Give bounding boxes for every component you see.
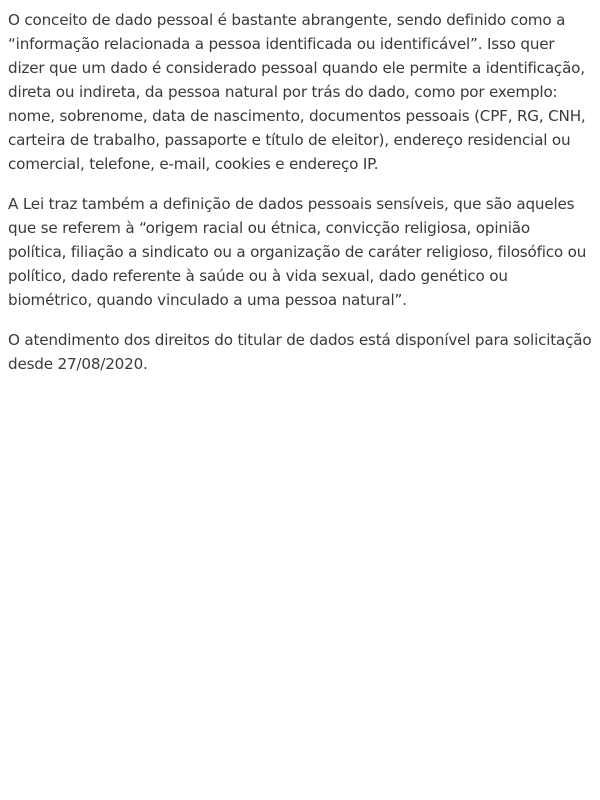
paragraph-personal-data-definition: O conceito de dado pessoal é bastante abrangente, sendo definido como a “informação relacionada a pessoa identificada ou identificável”. Isso quer dizer que um dado é considerado pessoal quando ele permite a identificação, direta ou indireta, da pessoa natural por trás do dado, como por exemplo: nome, sobrenome, data de nascimento, documentos pessoais (CPF, RG, CNH, carteira de trabalho, passaporte e título de eleitor), endereço residencial ou comercial, telefone, e-mail, cookies e endereço IP. (8, 11, 586, 173)
paragraph-rights-availability: O atendimento dos direitos do titular de dados está disponível para solicitação desde 27/08/2020. (8, 331, 592, 373)
paragraph-sensitive-data-definition: A Lei traz também a definição de dados pessoais sensíveis, que são aqueles que se referem à “origem racial ou étnica, convicção religiosa, opinião política, filiação a sindicato ou a organização de caráter religioso, filosófico ou político, dado referente à saúde ou à vida sexual, dado genético ou biométrico, quando vinculado a uma pessoa natural”. (8, 195, 587, 309)
article-content (8, 8, 592, 376)
